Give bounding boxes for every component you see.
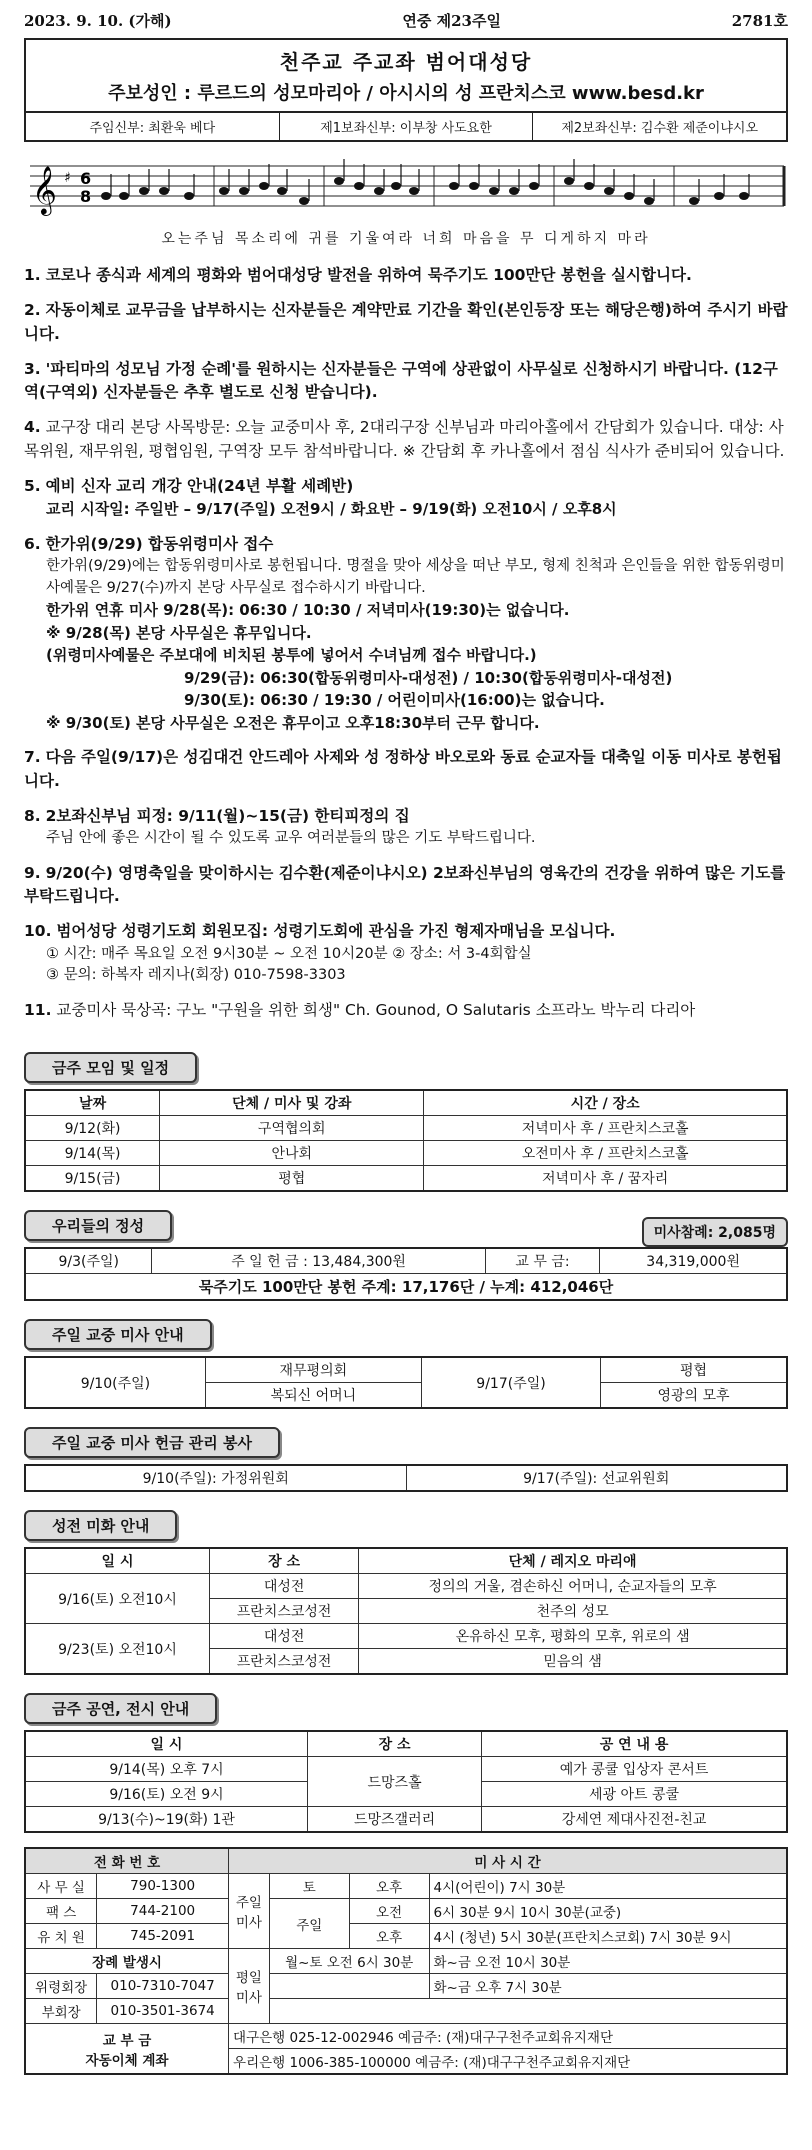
patron-line: 주보성인 : 루르드의 성모마리아 / 아시시의 성 프란치스코 www.besd.kr: [108, 83, 704, 104]
decor-title: 성전 미화 안내: [24, 1510, 177, 1541]
staff-svg: [24, 154, 788, 224]
notice-7: 7. 다음 주일(9/17)은 성김대건 안드레아 사제와 성 정하상 바오로와 동료 순교자들 대축일 이동 미사로 봉헌됩니다.: [24, 748, 782, 790]
info-table: 전 화 번 호 미 사 시 간 사 무 실 790-1300 주일 미사 토 오후 4시(어린이) 7시 30분 팩 스 744-2100 주일 오전 6시 30분 9시 10시 30분(교중) 유 치 원 745-2091 오후 4시 (청년) 5시 30분(프란치스코회) 7시 30분 9시 장례 발생시 평일 미사 월~토 오전 6시 30분 화~금 오전 10시 30분 위령회장 010-7310-7047 화~금 오후 7시 30분 부회장 010-3501-3674 교 부 금 자동이체 계좌 대구은행 025-12-002946 예금주: (재)대구구천주교회유지재단 우리은행 1006-385-100000 예금주: (재)대구구천주교회유지재단: [24, 1847, 788, 2075]
title-box: [24, 38, 788, 111]
issue-number: 2781호: [731, 12, 788, 30]
lyrics: 오는주님 목소리에 귀를 기울여라 너희 마음을 무 디게하지 마라: [161, 231, 651, 247]
notice-5: 5. 예비 신자 교리 개강 안내(24년 부활 세례반) 교리 시작일: 주일반 – 9/17(주일) 오전9시 / 화요반 – 9/19(화) 오전10시 / 오후8시: [24, 476, 617, 518]
priests-row: [24, 111, 788, 142]
header-line: [24, 0, 788, 34]
offering-table: 9/3(주일) 주 일 헌 금 : 13,484,300원 교 무 금: 34,319,000원 묵주기도 100만단 봉헌 주계: 17,176단 / 누계: 412,046단: [24, 1247, 788, 1301]
svg-text:♯: ♯: [64, 170, 71, 186]
notice-8: 8. 2보좌신부님 피정: 9/11(월)~15(금) 한티피정의 집 주님 안에 좋은 시간이 될 수 있도록 교우 여러분들의 많은 기도 부탁드립니다.: [24, 806, 536, 846]
notice-10: 10. 범어성당 성령기도회 회원모집: 성령기도회에 관심을 가진 형제자매님을 모십니다. ① 시간: 매주 목요일 오전 9시30분 ~ 오전 10시20분 ② 장소: 서 3-4회합실 ③ 문의: 하복자 레지나(회장) 010-7598-3303: [24, 922, 616, 984]
assistant-2: 제2보좌신부: 김수환 제준이냐시오: [561, 121, 759, 136]
notice-4: 4. 교구장 대리 본당 사목방문: 오늘 교중미사 후, 2대리구장 신부님과 마리아홀에서 간담회가 있습니다. 대상: 사목위원, 재무위원, 평협임원, 구역장 모두 참석바랍니다. ※ 간담회 후 카나홀에서 점심 식사가 준비되어 있습니다.: [24, 418, 785, 460]
perf-title: 금주 공연, 전시 안내: [24, 1693, 217, 1724]
music-staff: [24, 154, 788, 224]
table-row: 9/15(금) 평협 저녁미사 후 / 꿈자리: [25, 1166, 787, 1192]
guide-table: 9/10(주일) 재무평의회 9/17(주일) 평협 복되신 어머니 영광의 모후: [24, 1356, 788, 1409]
guide-title: 주일 교중 미사 안내: [24, 1319, 212, 1350]
notice-6: 6. 한가위(9/29) 합동위령미사 접수 한가위(9/29)에는 합동위령미사로 봉헌됩니다. 명절을 맞아 세상을 떠난 부모, 형제 친척과 은인들을 위한 합동위령미사예물은 9/27(수)까지 본당 사무실로 접수하시기 바랍니다. 한가위 연휴 미사 9/28(목): 06:30 / 10:30 / 저녁미사(19:30)는 없습니다. ※ 9/28(목) 본당 사무실은 휴무입니다. (위령미사예물은 주보대에 비치된 봉투에 넣어서 수녀님께 접수 바랍니다.) 9/29(금): 06:30(합동위령미사-대성전) / 10:30(합동위령미사-대성전) 9/30(토): 06:30 / 19:30 / 어린이미사(16:00)는 없습니다. ※ 9/30(토) 본당 사무실은 오전은 휴무이고 오후18:30부터 근무 합니다.: [24, 534, 785, 732]
notice-2: 2. 자동이체로 교무금을 납부하시는 신자분들은 계약만료 기간을 확인(본인등장 또는 해당은행)하여 주시기 바랍니다.: [24, 301, 788, 343]
money-title: 주일 교중 미사 헌금 관리 봉사: [24, 1427, 280, 1458]
svg-text:6: 6: [80, 169, 92, 188]
notice-9: 9. 9/20(수) 영명축일을 맞이하시는 김수환(제준이냐시오) 2보좌신부님의 영육간의 건강을 위하여 많은 기도를 부탁드립니다.: [24, 863, 786, 905]
attendance-badge: 미사참례: 2,085명: [642, 1217, 788, 1247]
notices: [24, 264, 788, 1022]
svg-text:8: 8: [80, 187, 92, 206]
meetings-title: 금주 모임 및 일정: [24, 1052, 197, 1083]
assistant-1: 제1보좌신부: 이부창 사도요한: [280, 113, 534, 140]
notice-3: 3. '파티마의 성모님 가정 순례'를 원하시는 신자분들은 구역에 상관없이 사무실로 신청하시기 바랍니다. (12구역(구역외) 신자분들은 추후 별도로 신청 받습니다).: [24, 359, 778, 401]
notice-11: 11. 교중미사 묵상곡: 구노 "구원을 위한 희생" Ch. Gounod, O Salutaris 소프라노 박누리 다리아: [24, 1001, 696, 1019]
parish-name: 천주교 주교좌 범어대성당: [279, 50, 533, 74]
svg-text:𝄞: 𝄞: [32, 165, 57, 214]
pastor: 주임신부: 최환욱 베다: [26, 113, 280, 140]
bulletin-date: 2023. 9. 10. (가해): [24, 12, 172, 30]
liturgical-week: 연중 제23주일: [402, 12, 501, 30]
meetings-table: 날짜 단체 / 미사 및 강좌 시간 / 장소 9/12(화) 구역협의회 저녁미사 후 / 프란치스코홀 9/14(목) 안나회 오전미사 후 / 프란치스코홀 9/15(금) 평협 저녁미사 후 / 꿈자리: [24, 1089, 788, 1192]
offering-title: 우리들의 정성: [24, 1210, 172, 1241]
money-table: 9/10(주일): 가정위원회 9/17(주일): 선교위원회: [24, 1464, 788, 1492]
table-row: 9/14(목) 안나회 오전미사 후 / 프란치스코홀: [25, 1141, 787, 1166]
notice-1: 1. 코로나 종식과 세계의 평화와 범어대성당 발전을 위하여 묵주기도 100만단 봉헌을 실시합니다.: [24, 266, 692, 284]
perf-table: 일 시 장 소 공 연 내 용 9/14(목) 오후 7시 드망즈홀 예가 콩쿨 입상자 콘서트 9/16(토) 오전 9시 세광 아트 콩쿨 9/13(수)~19(화) 1관 드망즈갤러리 강세연 제대사진전-친교: [24, 1730, 788, 1833]
table-row: 9/12(화) 구역협의회 저녁미사 후 / 프란치스코홀: [25, 1116, 787, 1141]
decor-table: 일 시 장 소 단체 / 레지오 마리애 9/16(토) 오전10시 대성전 정의의 거울, 겸손하신 어머니, 순교자들의 모후 프란치스코성전 천주의 성모 9/23(토) 오전10시 대성전 온유하신 모후, 평화의 모후, 위로의 샘 프란치스코성전 믿음의 샘: [24, 1547, 788, 1675]
